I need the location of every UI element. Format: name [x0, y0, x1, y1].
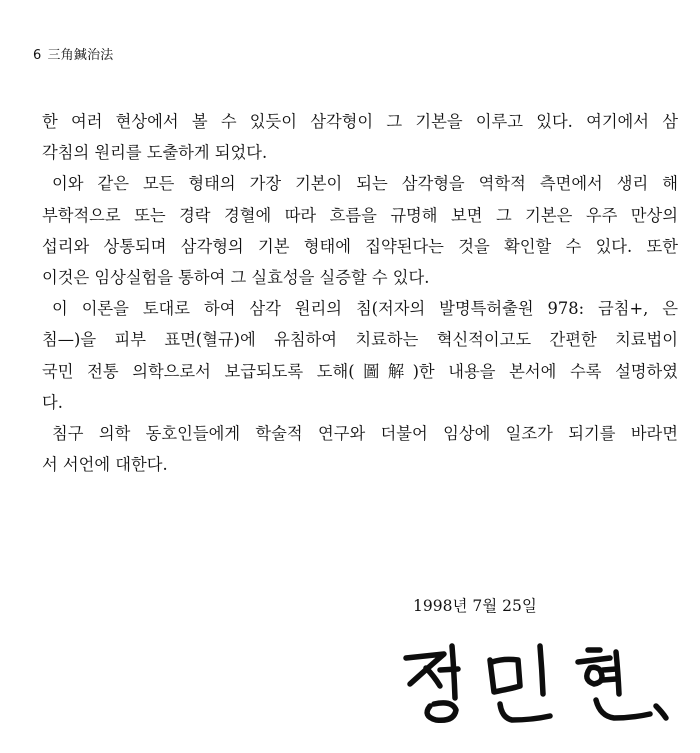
preface-body	[42, 106, 678, 480]
body-line: 침구 의학 동호인들에게 학술적 연구와 더불어 임상에 일조가 되기를 바라면	[52, 423, 678, 443]
body-line: 한 여러 현상에서 볼 수 있듯이 삼각형이 그 기본을 이루고 있다. 여기에서 삼	[42, 112, 678, 131]
author-signature	[400, 636, 672, 726]
body-line: 섭리와 상통되며 삼각형의 기본 형태에 집약된다는 것을 확인할 수 있다. 또한	[42, 236, 678, 256]
body-line: 이와 같은 모든 형태의 가장 기본이 되는 삼각형을 역학적 측면에서 생리 해	[52, 174, 678, 194]
preface-date: 1998년 7월 25일	[413, 597, 537, 615]
page-number: 6	[33, 48, 42, 63]
body-line: 침—)을 피부 표면(혈규)에 유침하여 치료하는 혁신적이고도 간편한 치료법이	[42, 330, 678, 350]
body-line: 각침의 원리를 도출하게 되었다.	[42, 143, 268, 163]
body-line: 국민 전통 의학으로서 보급되도록 도해(圖解)한 내용을 본서에 수록 설명하였	[42, 361, 678, 381]
body-line: 이것은 임상실험을 통하여 그 실효성을 실증할 수 있다.	[42, 267, 430, 287]
body-line: 부학적으로 또는 경락 경혈에 따라 흐름을 규명해 보면 그 기본은 우주 만상의	[42, 205, 678, 225]
body-line: 서 서언에 대한다.	[42, 455, 168, 475]
book-title: 三角鍼治法	[47, 48, 114, 63]
body-line: 이 이론을 토대로 하여 삼각 원리의 침(저자의 발명특허출원 978: 금침+, 은	[52, 299, 678, 319]
page-header	[33, 44, 114, 63]
body-line: 다.	[42, 392, 63, 412]
